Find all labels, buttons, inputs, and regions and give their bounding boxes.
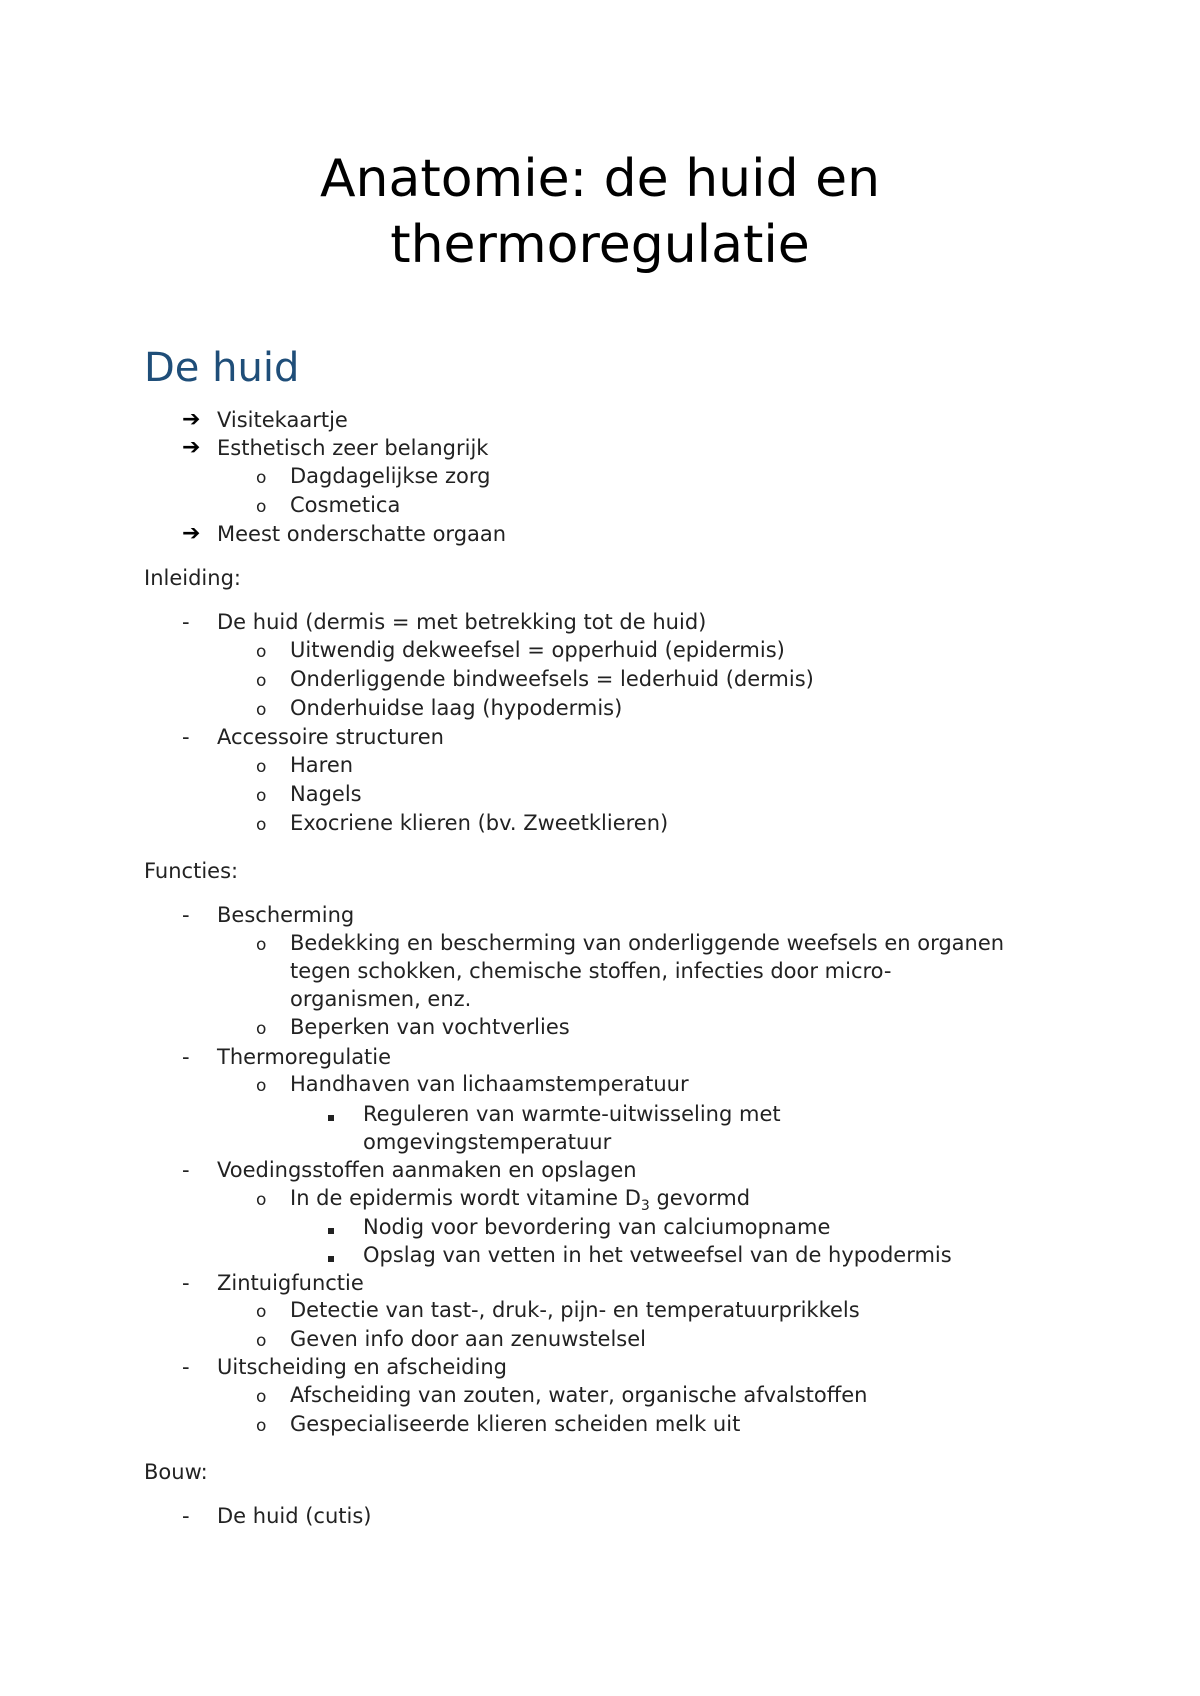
list-item: Bedekking en bescherming van onderliggende weefsels en organen: [290, 931, 1005, 955]
list-item: Exocriene klieren (bv. Zweetklieren): [290, 811, 669, 835]
functies-heading: Functies:: [144, 859, 239, 883]
list-item-continuation: tegen schokken, chemische stoffen, infecties door micro-: [290, 959, 892, 983]
circle-bullet-icon: o: [256, 1302, 267, 1322]
list-item: Zintuigfunctie: [217, 1271, 364, 1295]
dash-bullet: -: [182, 1504, 190, 1528]
circle-bullet-icon: o: [256, 642, 267, 662]
inleiding-heading: Inleiding:: [144, 566, 241, 590]
subscript: 3: [640, 1198, 650, 1215]
list-item: Geven info door aan zenuwstelsel: [290, 1327, 647, 1351]
list-item: Onderliggende bindweefsels = lederhuid (dermis): [290, 667, 814, 691]
vitamin-text: In de epidermis wordt vitamine D: [290, 1186, 641, 1210]
circle-bullet-icon: o: [256, 935, 267, 955]
list-item: De huid (dermis = met betrekking tot de huid): [217, 610, 707, 634]
dash-bullet: -: [182, 1355, 190, 1379]
list-item: Thermoregulatie: [217, 1045, 392, 1069]
circle-bullet-icon: o: [256, 757, 267, 777]
list-item: De huid (cutis): [217, 1504, 372, 1528]
list-item: Detectie van tast-, druk-, pijn- en temperatuurprikkels: [290, 1298, 860, 1322]
list-item-continuation: omgevingstemperatuur: [363, 1130, 612, 1154]
circle-bullet-icon: o: [256, 815, 267, 835]
circle-bullet-icon: o: [256, 1076, 267, 1096]
bouw-heading: Bouw:: [144, 1460, 208, 1484]
dash-bullet: -: [182, 1158, 190, 1182]
list-item: Accessoire structuren: [217, 725, 444, 749]
list-item: Nodig voor bevordering van calciumopname: [363, 1215, 831, 1239]
circle-bullet-icon: o: [256, 700, 267, 720]
list-item: Dagdagelijkse zorg: [290, 464, 491, 488]
list-item: Haren: [290, 753, 354, 777]
list-item: Uitscheiding en afscheiding: [217, 1355, 507, 1379]
list-item: Onderhuidse laag (hypodermis): [290, 696, 623, 720]
list-item: Opslag van vetten in het vetweefsel van de hypodermis: [363, 1243, 952, 1267]
list-item: Esthetisch zeer belangrijk: [217, 436, 489, 460]
list-item: Gespecialiseerde klieren scheiden melk uit: [290, 1412, 741, 1436]
list-item: Nagels: [290, 782, 362, 806]
title-line-2: thermoregulatie: [390, 215, 810, 275]
dash-bullet: -: [182, 610, 190, 634]
square-bullet-icon: [328, 1241, 334, 1269]
list-item: Meest onderschatte orgaan: [217, 522, 507, 546]
list-item: Uitwendig dekweefsel = opperhuid (epidermis): [290, 638, 785, 662]
circle-bullet-icon: o: [256, 497, 267, 517]
circle-bullet-icon: o: [256, 1416, 267, 1436]
circle-bullet-icon: o: [256, 786, 267, 806]
dash-bullet: -: [182, 725, 190, 749]
circle-bullet-icon: o: [256, 468, 267, 488]
dash-bullet: -: [182, 1271, 190, 1295]
list-item-continuation: organismen, enz.: [290, 987, 472, 1011]
arrow-bullet-icon: ➔: [182, 407, 201, 432]
list-item: Cosmetica: [290, 493, 401, 517]
list-item: Beperken van vochtverlies: [290, 1015, 570, 1039]
section-heading: De huid: [144, 345, 300, 391]
square-bullet-icon: [328, 1213, 334, 1241]
circle-bullet-icon: o: [256, 1387, 267, 1407]
arrow-bullet-icon: ➔: [182, 521, 201, 546]
square-bullet-icon: [328, 1100, 334, 1128]
circle-bullet-icon: o: [256, 1019, 267, 1039]
list-item: Handhaven van lichaamstemperatuur: [290, 1072, 689, 1096]
circle-bullet-icon: o: [256, 671, 267, 691]
list-item: [290, 1184, 751, 1215]
dash-bullet: -: [182, 903, 190, 927]
list-item: Afscheiding van zouten, water, organische afvalstoffen: [290, 1383, 868, 1407]
arrow-bullet-icon: ➔: [182, 435, 201, 460]
list-item: Reguleren van warmte-uitwisseling met: [363, 1102, 781, 1126]
title-line-1: Anatomie: de huid en: [319, 149, 881, 209]
list-item: Voedingsstoffen aanmaken en opslagen: [217, 1158, 637, 1182]
vitamin-text-end: gevormd: [649, 1186, 751, 1210]
list-item: Bescherming: [217, 903, 355, 927]
list-item: Visitekaartje: [217, 408, 348, 432]
circle-bullet-icon: o: [256, 1331, 267, 1351]
dash-bullet: -: [182, 1045, 190, 1069]
document-title: [0, 146, 1200, 278]
circle-bullet-icon: o: [256, 1190, 267, 1210]
